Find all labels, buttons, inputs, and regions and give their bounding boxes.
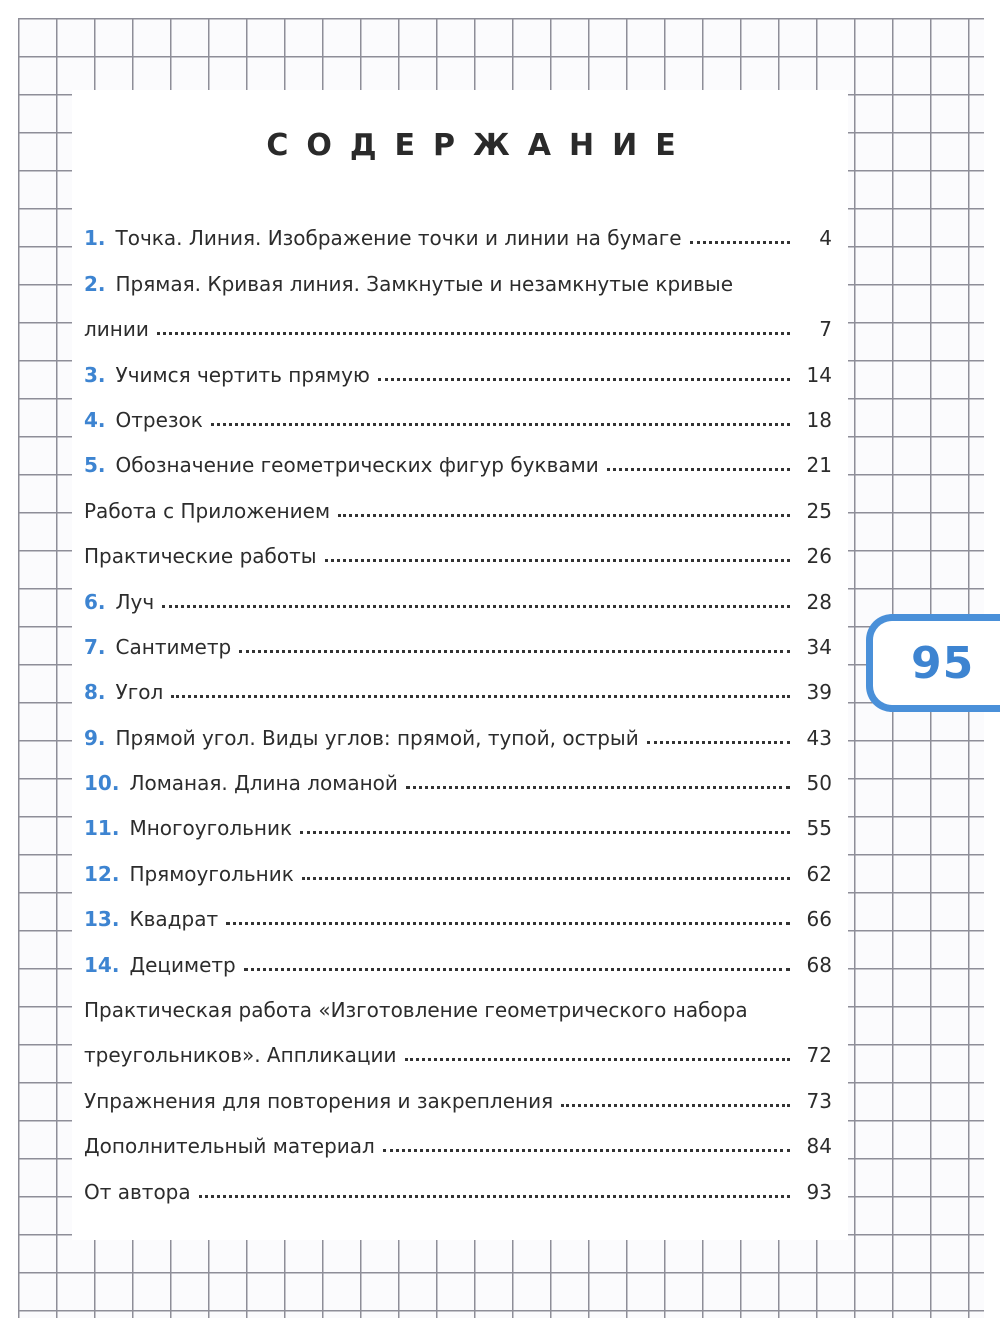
toc-entry-number: 2. <box>84 271 106 296</box>
toc-entry-page: 72 <box>806 1043 832 1068</box>
toc-entry-page: 28 <box>806 589 832 614</box>
toc-entry <box>84 205 832 250</box>
toc-entry-page: 34 <box>806 634 832 659</box>
dot-leader <box>406 786 790 789</box>
toc-entry <box>84 341 832 386</box>
toc-entry-number: 11. <box>84 816 120 841</box>
dot-leader <box>244 968 790 971</box>
toc-entry-label: Прямоугольник <box>129 861 294 886</box>
toc-entry-page: 68 <box>806 952 832 977</box>
toc-entry <box>84 795 832 840</box>
toc-entry <box>84 1113 832 1158</box>
dot-leader <box>338 514 790 517</box>
toc-entry-number: 3. <box>84 362 106 387</box>
dot-leader <box>690 241 790 244</box>
toc-entry-number: 12. <box>84 861 120 886</box>
toc-entry <box>84 568 832 613</box>
toc-entry <box>84 750 832 795</box>
toc-entry-page: 84 <box>806 1134 832 1159</box>
toc-entry <box>84 704 832 749</box>
dot-leader <box>199 1195 790 1198</box>
toc-entry-label: Ломаная. Длина ломаной <box>129 771 398 796</box>
page-number-tab <box>866 614 1000 712</box>
page-title: СОДЕРЖАНИЕ <box>266 128 694 163</box>
dot-leader <box>647 741 790 744</box>
toc-entry-line <box>84 250 832 295</box>
dot-leader <box>378 378 790 381</box>
toc-entry-number: 7. <box>84 634 106 659</box>
dot-leader <box>300 831 790 834</box>
toc-entry-number: 1. <box>84 226 106 251</box>
toc-entry <box>84 886 832 931</box>
toc-entry-label: треугольников». Аппликации <box>84 1043 397 1068</box>
toc-entry-number: 4. <box>84 407 106 432</box>
toc-entry-label: Практические работы <box>84 544 317 569</box>
dot-leader <box>302 877 790 880</box>
toc-entry-page: 21 <box>806 453 832 478</box>
dot-leader <box>211 423 790 426</box>
toc-entry <box>84 659 832 704</box>
toc-entry-page: 4 <box>819 226 832 251</box>
toc-entry-label: Дециметр <box>129 952 236 977</box>
toc-entry-page: 93 <box>806 1179 832 1204</box>
toc-entry-number: 5. <box>84 453 106 478</box>
toc-entry-page: 50 <box>806 771 832 796</box>
page-number: 95 <box>911 637 975 689</box>
toc-entry <box>84 432 832 477</box>
dot-leader <box>157 332 790 335</box>
toc-entry-label: Учимся чертить прямую <box>115 362 370 387</box>
toc-entry <box>84 477 832 522</box>
toc-entry-page: 14 <box>806 362 832 387</box>
toc-entry <box>84 387 832 432</box>
toc-entry <box>84 840 832 885</box>
toc-entry-page: 55 <box>806 816 832 841</box>
dot-leader <box>405 1058 791 1061</box>
toc-entry-label: Прямой угол. Виды углов: прямой, тупой, острый <box>115 725 639 750</box>
dot-leader <box>325 559 790 562</box>
toc-entry-number: 8. <box>84 680 106 705</box>
toc-entry-label: Отрезок <box>115 407 203 432</box>
toc-entry-label: Практическая работа «Изготовление геометрического набора <box>84 998 748 1023</box>
toc-entry-page: 43 <box>806 725 832 750</box>
dot-leader <box>239 650 790 653</box>
toc-entry-label: Прямая. Кривая линия. Замкнутые и незамкнутые кривые <box>115 271 734 296</box>
toc-entry-label: линии <box>84 317 149 342</box>
toc-entry <box>84 1022 832 1067</box>
dot-leader <box>226 922 790 925</box>
toc-entry-label: Квадрат <box>129 907 219 932</box>
toc-entry-label: Сантиметр <box>115 634 232 659</box>
toc-entry-line <box>84 977 832 1022</box>
toc-entry-label: Точка. Линия. Изображение точки и линии на бумаге <box>115 226 682 251</box>
toc-entry-number: 13. <box>84 907 120 932</box>
dot-leader <box>607 468 790 471</box>
toc-entry-page: 26 <box>806 544 832 569</box>
toc-entry-number: 14. <box>84 952 120 977</box>
toc-entry-page: 73 <box>806 1088 832 1113</box>
toc-entry-page: 25 <box>806 498 832 523</box>
dot-leader <box>383 1149 790 1152</box>
toc-entry-number: 9. <box>84 725 106 750</box>
toc-entry-page: 7 <box>819 317 832 342</box>
toc-entry-label: Угол <box>115 680 164 705</box>
toc-entry <box>84 614 832 659</box>
toc-entry-page: 66 <box>806 907 832 932</box>
toc-entry-label: Луч <box>115 589 155 614</box>
dot-leader <box>162 605 790 608</box>
toc-entry-number: 10. <box>84 771 120 796</box>
toc-entry <box>84 1067 832 1112</box>
toc-entry-page: 62 <box>806 861 832 886</box>
toc-entry-page: 18 <box>806 407 832 432</box>
toc-entry-page: 39 <box>806 680 832 705</box>
toc-entry-label: От автора <box>84 1179 191 1204</box>
toc-entry-label: Дополнительный материал <box>84 1134 375 1159</box>
dot-leader <box>171 695 790 698</box>
toc-entry-label: Многоугольник <box>129 816 293 841</box>
toc-entry-label: Обозначение геометрических фигур буквами <box>115 453 599 478</box>
toc-entry <box>84 931 832 976</box>
toc-entry-number: 6. <box>84 589 106 614</box>
toc-entry-label: Упражнения для повторения и закрепления <box>84 1088 554 1113</box>
toc-entry <box>84 296 832 341</box>
toc-entry <box>84 523 832 568</box>
dot-leader <box>561 1104 790 1107</box>
toc-entry <box>84 1158 832 1203</box>
table-of-contents <box>84 205 832 1204</box>
toc-entry-label: Работа с Приложением <box>84 498 331 523</box>
